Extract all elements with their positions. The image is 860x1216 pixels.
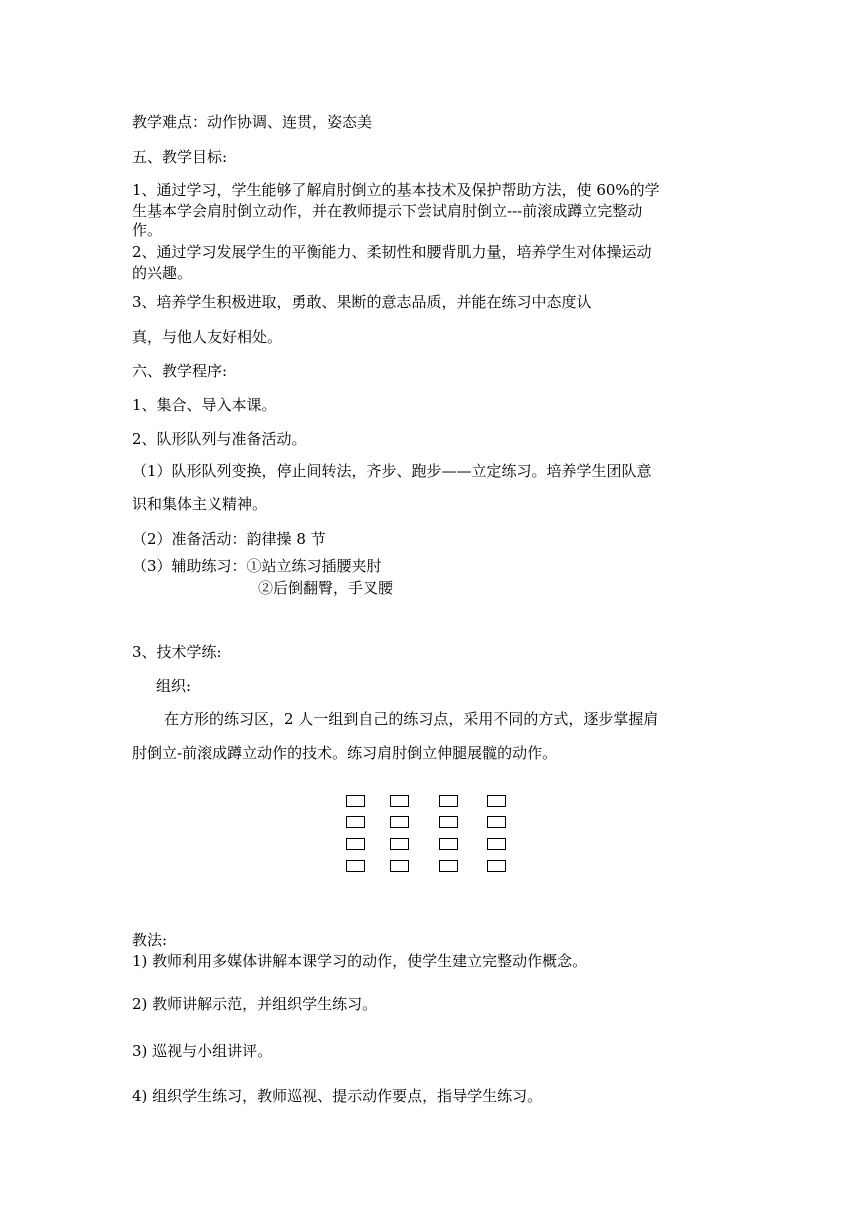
procedure-3: 3、技术学练: — [132, 643, 222, 661]
section-5-heading: 五、教学目标: — [132, 148, 228, 166]
practice-point — [346, 860, 365, 872]
practice-point — [439, 816, 458, 828]
method-1: 1) 教师利用多媒体讲解本课学习的动作，使学生建立完整动作概念。 — [132, 952, 588, 970]
practice-point — [346, 795, 365, 807]
procedure-2-3-item-2: ②后倒翻臀，手叉腰 — [258, 579, 394, 597]
procedure-2: 2、队形队列与准备活动。 — [132, 430, 307, 448]
practice-point — [390, 860, 409, 872]
goal-3-line-2: 真，与他人友好相处。 — [132, 328, 283, 346]
goal-1-line-3: 作。 — [132, 221, 163, 239]
procedure-2-3: （3）辅助练习：①站立练习插腰夹肘 — [132, 557, 382, 575]
goal-2-line-1: 2、通过学习发展学生的平衡能力、柔韧性和腰背肌力量，培养学生对体操运动 — [132, 243, 652, 261]
practice-point — [487, 860, 506, 872]
practice-area-diagram — [342, 793, 512, 877]
goal-3-line-1: 3、培养学生积极进取，勇敢、果断的意志品质，并能在练习中态度认 — [132, 293, 592, 311]
procedure-1: 1、集合、导入本课。 — [132, 396, 277, 414]
method-3: 3) 巡视与小组讲评。 — [132, 1042, 273, 1060]
goal-1-line-1: 1、通过学习，学生能够了解肩肘倒立的基本技术及保护帮助方法，使 60%的学 — [132, 181, 660, 199]
organization-heading: 组织: — [156, 677, 192, 695]
practice-point — [390, 838, 409, 850]
practice-point — [346, 816, 365, 828]
practice-point — [439, 860, 458, 872]
practice-point — [487, 816, 506, 828]
teaching-difficulty: 教学难点：动作协调、连贯，姿态美 — [132, 113, 373, 131]
method-heading: 教法: — [132, 931, 168, 949]
procedure-2-1-line-1: （1）队形队列变换，停止间转法，齐步、跑步——立定练习。培养学生团队意 — [132, 462, 652, 480]
practice-point — [439, 795, 458, 807]
method-4: 4) 组织学生练习，教师巡视、提示动作要点，指导学生练习。 — [132, 1087, 543, 1105]
procedure-2-1-line-2: 识和集体主义精神。 — [132, 495, 268, 513]
organization-line-1: 在方形的练习区，2 人一组到自己的练习点，采用不同的方式，逐步掌握肩 — [164, 710, 659, 728]
organization-line-2: 肘倒立-前滚成蹲立动作的技术。练习肩肘倒立伸腿展髋的动作。 — [132, 744, 558, 762]
practice-point — [390, 816, 409, 828]
practice-point — [439, 838, 458, 850]
goal-2-line-2: 的兴趣。 — [132, 264, 193, 282]
section-6-heading: 六、教学程序: — [132, 362, 228, 380]
goal-1-line-2: 生基本学会肩肘倒立动作，并在教师提示下尝试肩肘倒立---前滚成蹲立完整动 — [132, 202, 643, 220]
method-2: 2) 教师讲解示范，并组织学生练习。 — [132, 995, 378, 1013]
procedure-2-2: （2）准备活动：韵律操 8 节 — [132, 530, 326, 548]
practice-point — [346, 838, 365, 850]
practice-point — [487, 838, 506, 850]
practice-point — [390, 795, 409, 807]
practice-point — [487, 795, 506, 807]
